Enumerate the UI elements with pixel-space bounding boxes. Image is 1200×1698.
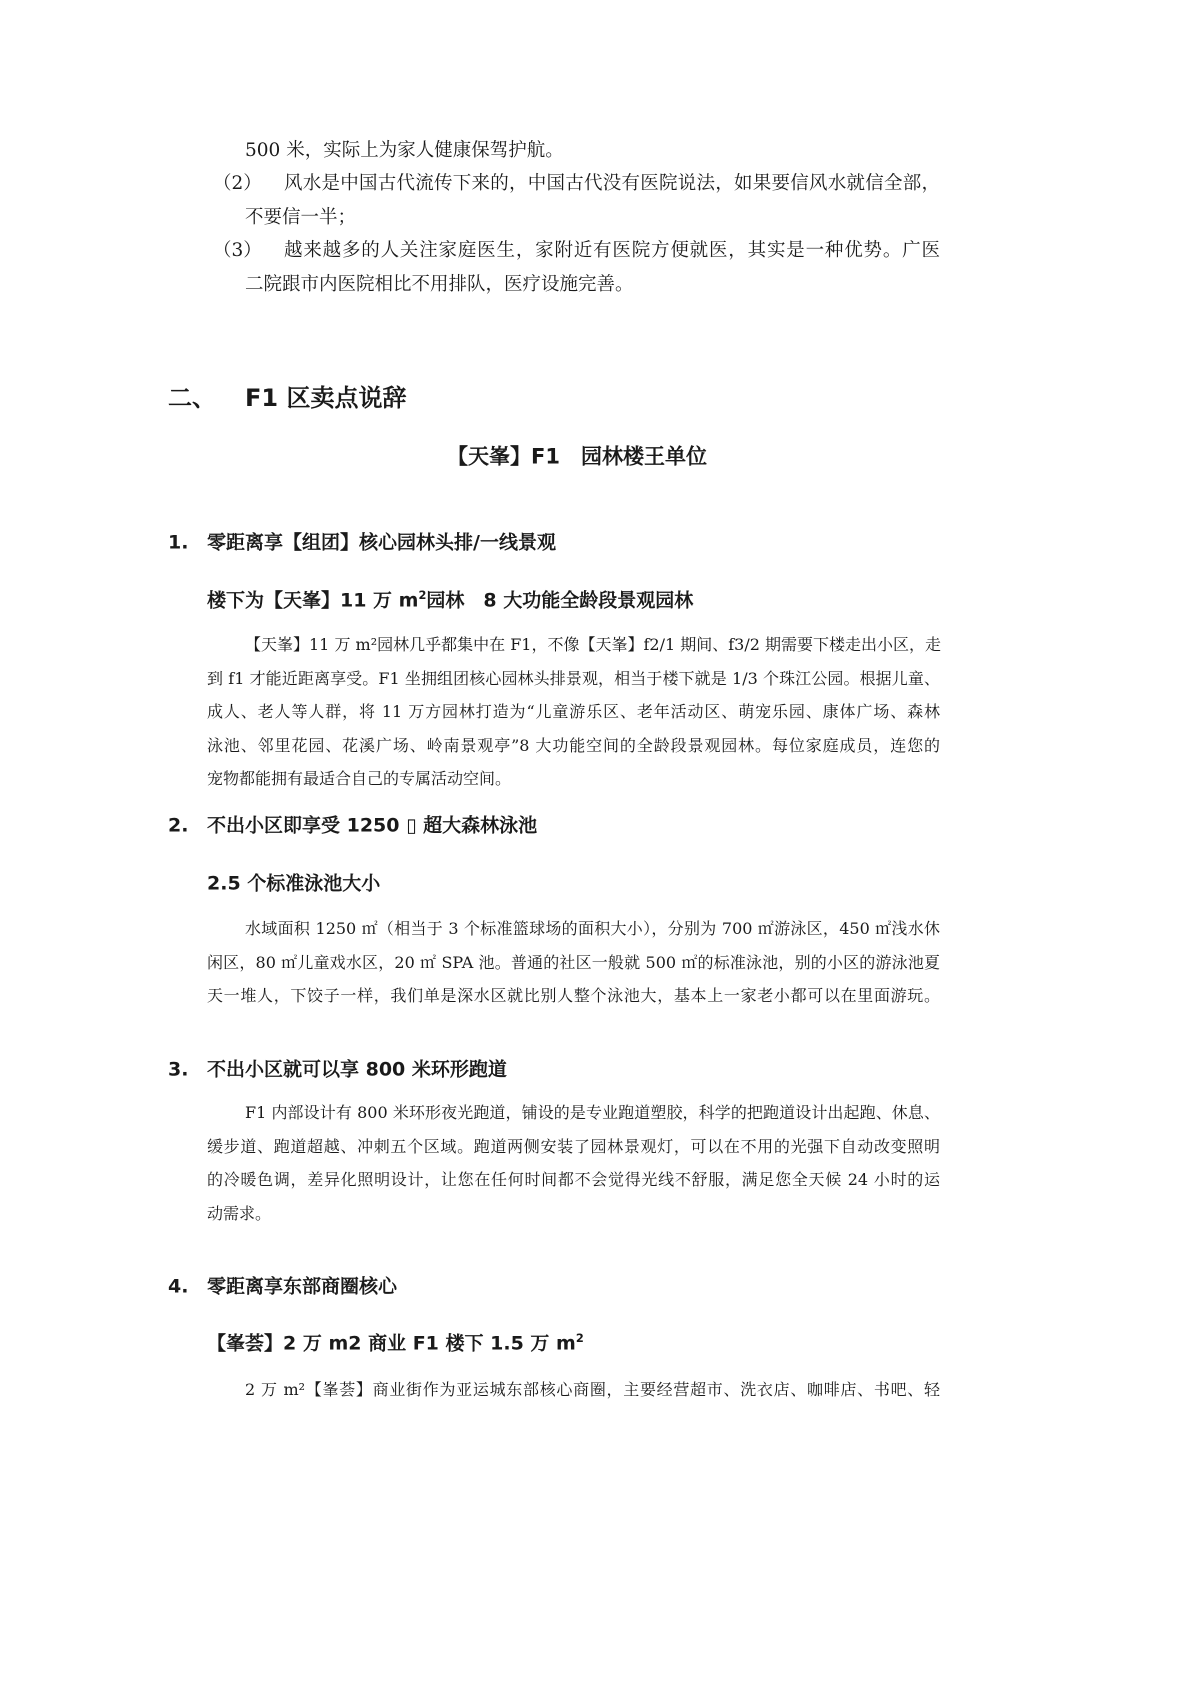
body-line: 泳池、邻里花园、花溪广场、岭南景观亭”8 大功能空间的全龄段景观园林。每位家庭成员，连您的 xyxy=(207,736,940,755)
body-line: 闲区，80 ㎡儿童戏水区，20 ㎡ SPA 池。普通的社区一般就 500 ㎡的标准泳池，别的小区的游泳池夏 xyxy=(207,953,940,972)
center-title: 【天峯】F1 园林楼王单位 xyxy=(447,444,707,469)
section-title: F1 区卖点说辞 xyxy=(245,384,407,412)
body-line: 成人、老人等人群，将 11 万方园林打造为“儿童游乐区、老年活动区、萌宠乐园、康体广场、森林 xyxy=(207,702,940,721)
body-line: 宠物都能拥有最适合自己的专属活动空间。 xyxy=(207,769,512,788)
body-line: 【天峯】11 万 m²园林几乎都集中在 F1，不像【天峯】f2/1 期间、f3/2 期需要下楼走出小区，走 xyxy=(245,635,942,654)
point-subtitle: 2.5 个标准泳池大小 xyxy=(207,872,381,895)
intro-line: 500 米，实际上为家人健康保驾护航。 xyxy=(245,139,564,161)
body-line: 动需求。 xyxy=(207,1204,272,1223)
body-line: 缓步道、跑道超越、冲刺五个区域。跑道两侧安装了园林景观灯，可以在不用的光强下自动改变照明 xyxy=(207,1137,940,1156)
list-item-text: 风水是中国古代流传下来的，中国古代没有医院说法，如果要信风水就信全部， xyxy=(284,172,940,194)
point-subtitle: 楼下为【天峯】11 万 $m^2$园林 8 大功能全龄段景观园林 xyxy=(207,588,694,612)
list-number: （3） xyxy=(213,239,262,261)
point-title: 不出小区即享受 1250 ▯ 超大森林泳池 xyxy=(207,814,538,837)
body-line: 水域面积 1250 ㎡（相当于 3 个标准篮球场的面积大小），分别为 700 ㎡游泳区，450 ㎡浅水休 xyxy=(245,919,940,938)
point-number: 3. xyxy=(168,1058,189,1081)
body-line: 到 f1 才能近距离享受。F1 坐拥组团核心园林头排景观，相当于楼下就是 1/3 个珠江公园。根据儿童、 xyxy=(207,669,940,688)
list-number: （2） xyxy=(213,172,262,194)
body-line: 的冷暖色调，差异化照明设计，让您在任何时间都不会觉得光线不舒服，满足您全天候 24 小时的运 xyxy=(207,1170,940,1189)
point-title: 零距离享东部商圈核心 xyxy=(207,1275,398,1298)
section-number: 二、 xyxy=(168,384,216,412)
body-line: F1 内部设计有 800 米环形夜光跑道，铺设的是专业跑道塑胶，科学的把跑道设计出起跑、休息、 xyxy=(245,1103,940,1122)
list-item-text: 越来越多的人关注家庭医生，家附近有医院方便就医，其实是一种优势。广医 xyxy=(284,239,940,261)
list-item-text: 不要信一半； xyxy=(245,206,357,228)
list-item-text: 二院跟市内医院相比不用排队，医疗设施完善。 xyxy=(245,273,634,295)
body-line: 天一堆人，下饺子一样，我们单是深水区就比别人整个泳池大，基本上一家老小都可以在里面游玩。 xyxy=(207,986,940,1005)
point-subtitle: 【峯荟】2 万 m2 商业 F1 楼下 1.5 万 $m^2$ xyxy=(207,1331,584,1355)
point-title: 零距离享【组团】核心园林头排/一线景观 xyxy=(207,531,556,554)
body-line: 2 万 m²【峯荟】商业街作为亚运城东部核心商圈，主要经营超市、洗衣店、咖啡店、书吧、轻 xyxy=(245,1380,940,1399)
point-title: 不出小区就可以享 800 米环形跑道 xyxy=(207,1058,507,1081)
point-number: 1. xyxy=(168,531,189,554)
point-number: 4. xyxy=(168,1275,189,1298)
point-number: 2. xyxy=(168,814,189,837)
